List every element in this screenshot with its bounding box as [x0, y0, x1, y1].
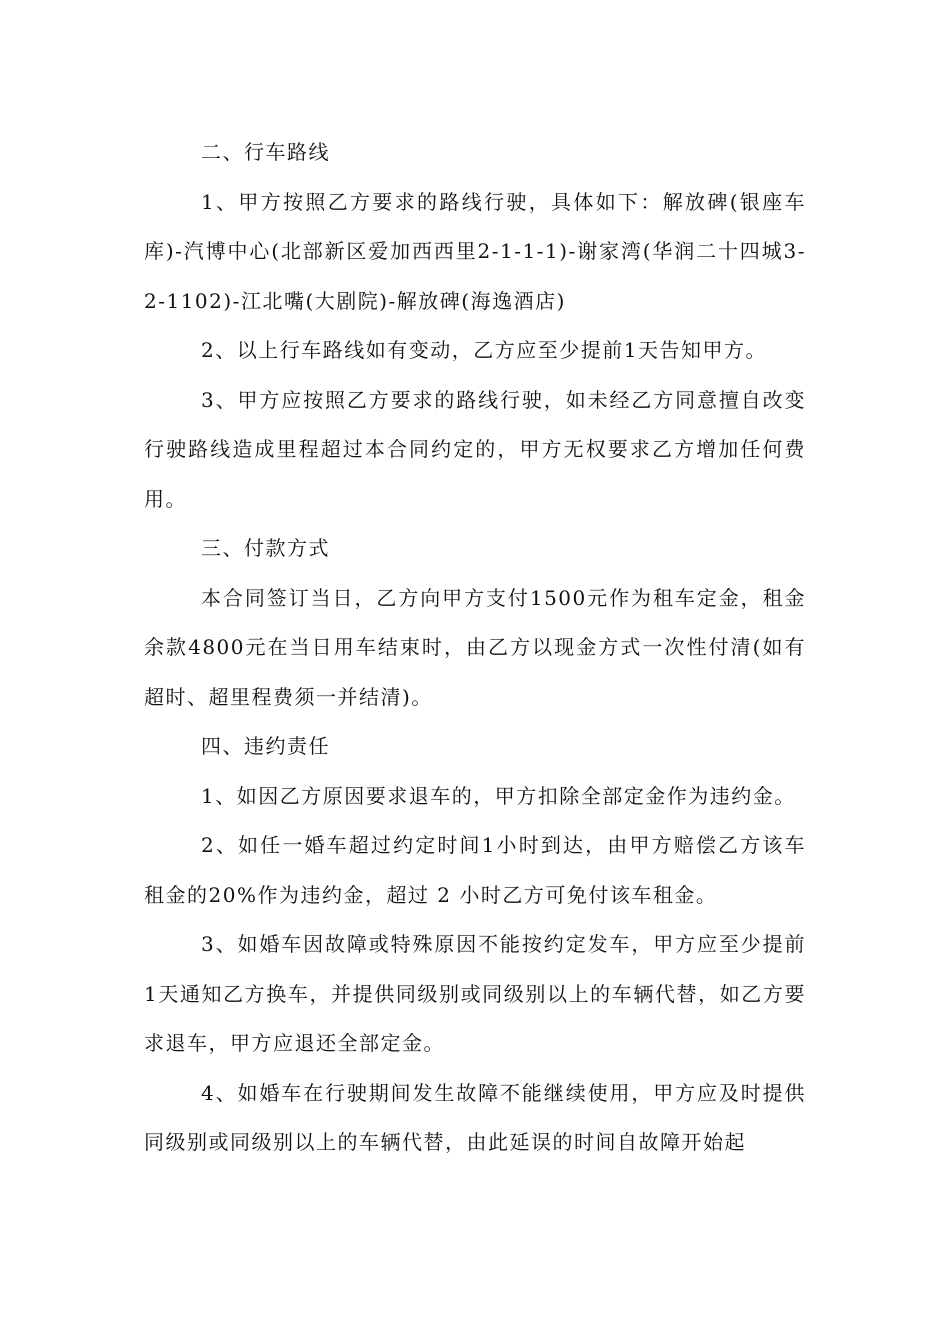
route-clause-3: 3、甲方应按照乙方要求的路线行驶，如未经乙方同意擅自改变行驶路线造成里程超过本合同约定的，甲方无权要求乙方增加任何费用。 — [144, 387, 806, 511]
route-clause-1: 1、甲方按照乙方要求的路线行驶，具体如下：解放碑(银座车库)-汽博中心(北部新区爱加西西里2-1-1-1)-谢家湾(华润二十四城3-2-1102)-江北嘴(大剧院)-解放碑(海逸酒店) — [144, 189, 806, 313]
route-clause-2: 2、以上行车路线如有变动，乙方应至少提前1天告知甲方。 — [201, 338, 767, 362]
payment-clause: 本合同签订当日，乙方向甲方支付1500元作为租车定金，租金余款4800元在当日用车结束时，由乙方以现金方式一次性付清(如有超时、超里程费须一并结清)。 — [144, 585, 806, 709]
section-heading-payment: 三、付款方式 — [201, 536, 330, 560]
section-heading-liability: 四、违约责任 — [201, 734, 330, 758]
liability-clause-4: 4、如婚车在行驶期间发生故障不能继续使用，甲方应及时提供同级别或同级别以上的车辆代替，由此延误的时间自故障开始起 — [144, 1080, 806, 1154]
section-heading-route: 二、行车路线 — [201, 140, 330, 164]
document-body — [144, 128, 806, 1168]
liability-clause-2: 2、如任一婚车超过约定时间1小时到达，由甲方赔偿乙方该车租金的20%作为违约金，超过 2 小时乙方可免付该车租金。 — [144, 833, 806, 907]
liability-clause-1: 1、如因乙方原因要求退车的，甲方扣除全部定金作为违约金。 — [201, 783, 796, 808]
liability-clause-3: 3、如婚车因故障或特殊原因不能按约定发车，甲方应至少提前1天通知乙方换车，并提供同级别或同级别以上的车辆代替，如乙方要求退车，甲方应退还全部定金。 — [144, 932, 806, 1055]
